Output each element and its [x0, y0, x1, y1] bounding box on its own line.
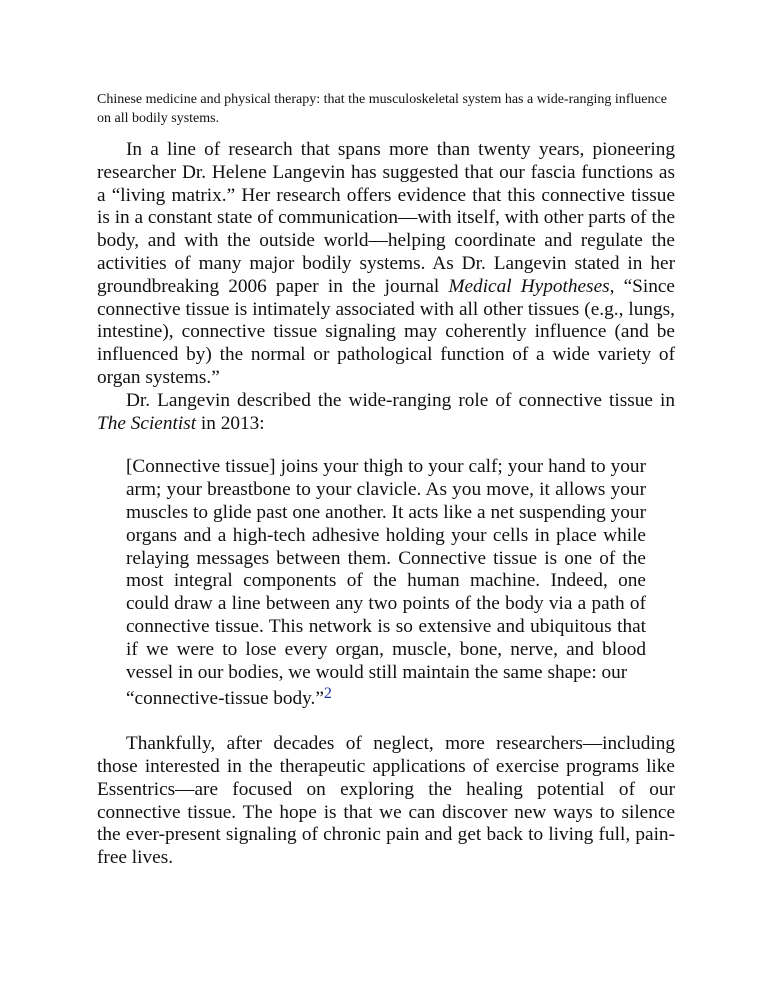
- paragraph-text: , “Since connective tissue is intimately associated with all other tissues (e.g., lungs, intestine), connective tissue signaling may coherently influence (and be influenced by) the normal or pathological function of a wide variety of organ systems.”: [97, 275, 675, 388]
- journal-title: Medical Hypotheses: [448, 275, 610, 297]
- paragraph-scientist-intro: [97, 390, 675, 436]
- paragraph-text: In a line of research that spans more than twenty years, pioneering researcher Dr. Helene Langevin has suggested that our fascia functions as a “living matrix.” Her research offers evidence that this connective tissue is in a constant state of communication—with itself, with other parts of the body, and with the outside world—helping coordinate and regulate the activities of many major bodily systems. As Dr. Langevin stated in her groundbreaking 2006 paper in the journal: [97, 139, 675, 297]
- paragraph-langevin-research: [97, 139, 675, 390]
- quote-closing-text: “connective-tissue body.”: [126, 688, 324, 710]
- document-page: [97, 90, 675, 870]
- intro-paragraph: Chinese medicine and physical therapy: that the musculoskeletal system has a wide-ranging influence on all bodily systems.: [97, 92, 667, 126]
- paragraph-conclusion: Thankfully, after decades of neglect, more researchers—including those interested in the therapeutic applications of exercise programs like Essentrics—are focused on exploring the healing potential of our connective tissue. The hope is that we can discover new ways to silence the ever-present signaling of chronic pain and get back to living full, pain-free lives.: [97, 733, 675, 869]
- magazine-title: The Scientist: [97, 412, 197, 434]
- paragraph-text: in 2013:: [196, 412, 265, 434]
- paragraph-text: Dr. Langevin described the wide-ranging role of connective tissue in: [126, 389, 675, 411]
- block-quote: [126, 456, 646, 711]
- quote-last-line: [126, 685, 646, 711]
- quote-text: [Connective tissue] joins your thigh to your calf; your hand to your arm; your breastbone to your clavicle. As you move, it allows your muscles to glide past one another. It acts like a net suspending your organs and a high-tech adhesive holding your cells in place while relaying messages between them. Connective tissue is one of the most integral components of the human machine. Indeed, one could draw a line between any two points of the body via a path of connective tissue. This network is so extensive and ubiquitous that if we were to lose every organ, muscle, bone, nerve, and blood vessel in our bodies, we would still maintain the same shape: our: [126, 456, 646, 683]
- footnote-link[interactable]: 2: [323, 685, 332, 703]
